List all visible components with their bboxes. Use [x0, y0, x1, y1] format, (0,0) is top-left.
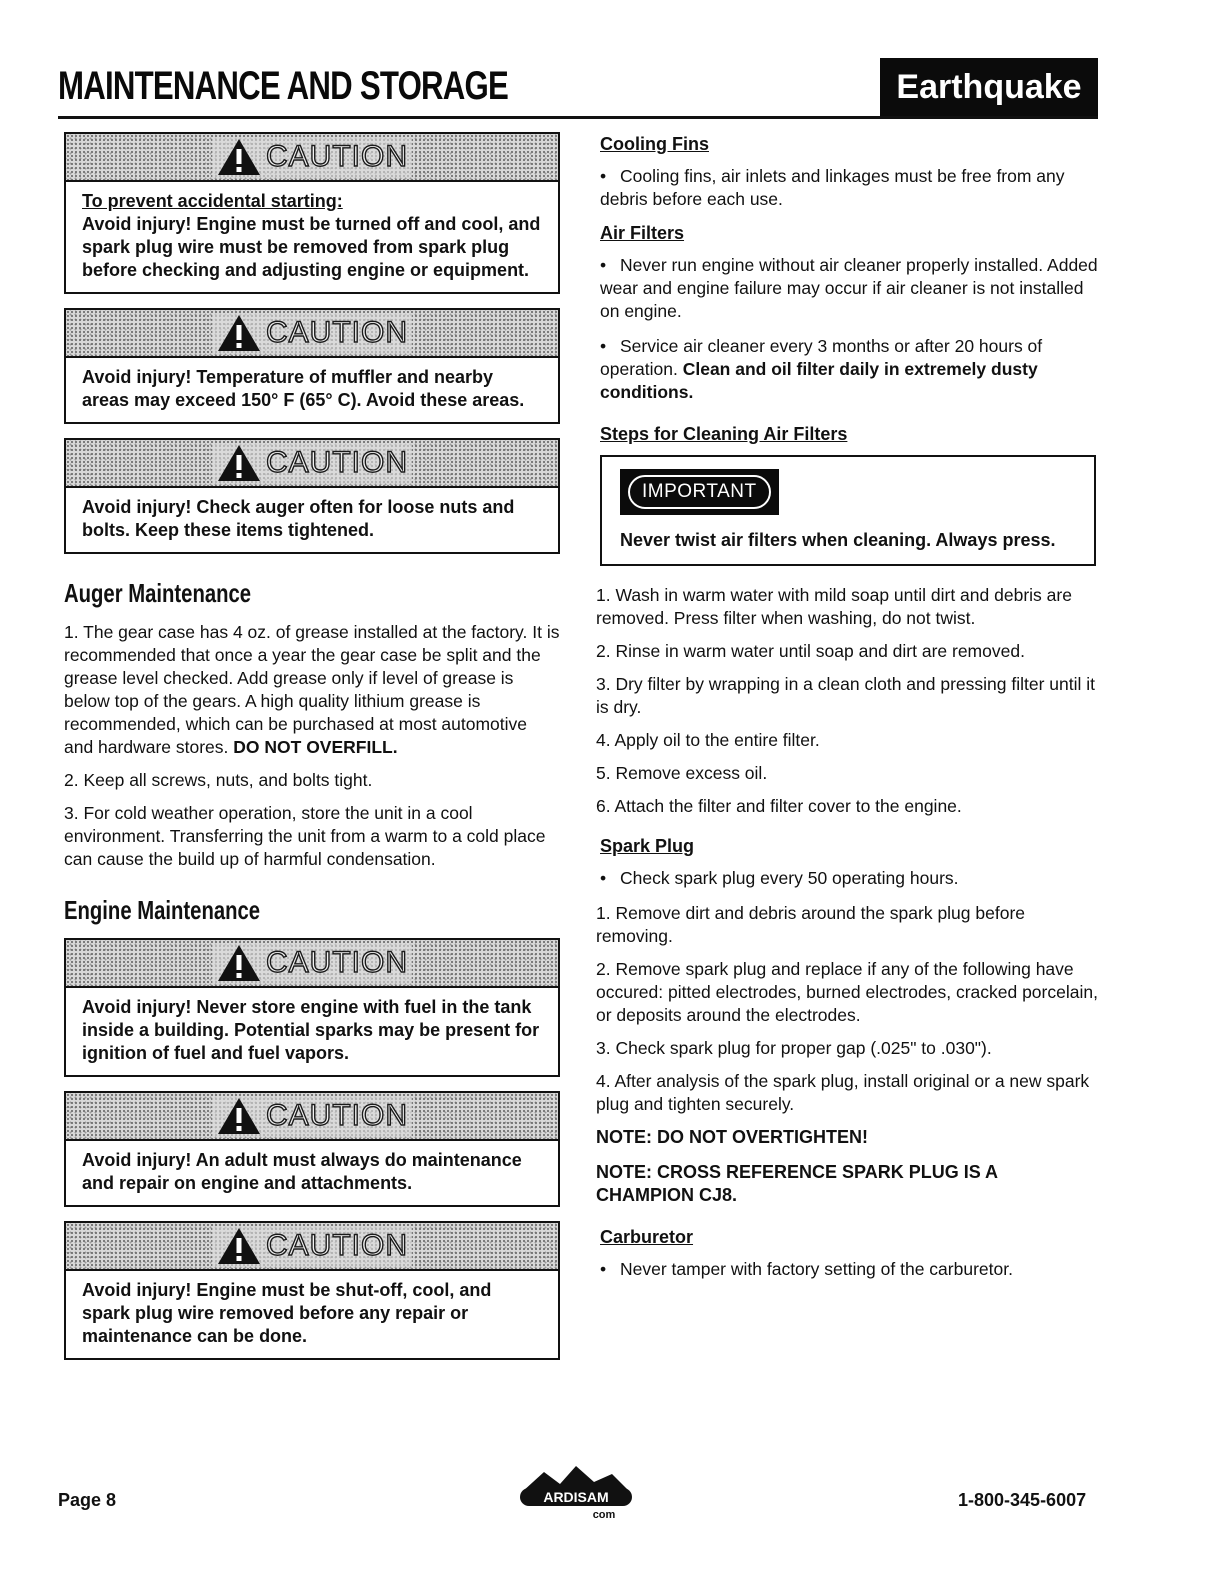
cooling-fins-heading: Cooling Fins [600, 134, 709, 154]
bullet-icon: • [600, 868, 607, 888]
caution-box [64, 1091, 560, 1207]
svg-text:ARDISAM: ARDISAM [543, 1489, 609, 1505]
air-filters-heading: Air Filters [600, 223, 685, 243]
bullet-icon: • [600, 166, 607, 186]
step-item: 1. Wash in warm water with mild soap until dirt and debris are removed. Press filter when washing, do not twist. [596, 585, 1072, 628]
important-badge: IMPORTANT [620, 469, 779, 515]
phone-number: 1-800-345-6007 [958, 1490, 1087, 1510]
warning-triangle-icon [216, 1226, 262, 1266]
bullet-item: • Never tamper with factory setting of the carburetor. [600, 1259, 1013, 1279]
caution-box [64, 938, 560, 1077]
spark-plug-item: 2. Remove spark plug and replace if any of the following have occured: pitted electrodes, burned electrodes, cracked porcelain, or deposits around the electrodes. [596, 959, 1098, 1025]
bullet-item: • Cooling fins, air inlets and linkages must be free from any debris before each use. [600, 166, 1065, 209]
caution-subhead: To prevent accidental starting: [82, 191, 343, 211]
caution-label: CAUTION [266, 946, 408, 979]
ardisam-logo [516, 1462, 636, 1522]
bullet-icon: • [600, 255, 607, 275]
note-cross-reference: NOTE: CROSS REFERENCE SPARK PLUG IS A CHAMPION CJ8. [596, 1162, 998, 1205]
warning-triangle-icon [216, 137, 262, 177]
engine-maintenance-heading: Engine Maintenance [64, 895, 261, 925]
caution-header [66, 1093, 558, 1141]
earthquake-logo [880, 58, 1098, 116]
caution-header [66, 1223, 558, 1271]
caution-header [66, 940, 558, 988]
page-number: Page 8 [58, 1490, 117, 1510]
warning-triangle-icon [216, 443, 262, 483]
caution-header [66, 310, 558, 358]
auger-item: 1. The gear case has 4 oz. of grease installed at the factory. It is recommended that once a year the gear case be split and the grease level checked. Add grease only if level of grease is below top of the gears. A high quality lithium grease is recommended, which can be purchased at most automotive and hardware stores. DO NOT OVERFILL. [64, 622, 560, 757]
caution-message: Avoid injury! Temperature of muffler and nearby areas may exceed 150° F (65° C). Avoid these areas. [82, 367, 525, 410]
warning-triangle-icon [216, 313, 262, 353]
caution-message: Avoid injury! An adult must always do maintenance and repair on engine and attachments. [82, 1150, 522, 1193]
step-item: 3. Dry filter by wrapping in a clean cloth and pressing filter until it is dry. [596, 674, 1095, 717]
caution-message: Avoid injury! Never store engine with fuel in the tank inside a building. Potential sparks may be present for ignition of fuel and fuel vapors. [82, 997, 540, 1063]
caution-box [64, 308, 560, 424]
warning-triangle-icon [216, 1096, 262, 1136]
left-column [64, 132, 560, 1374]
step-item: 2. Rinse in warm water until soap and dirt are removed. [596, 641, 1025, 661]
page-title: MAINTENANCE AND STORAGE [58, 64, 509, 108]
bullet-item: • Check spark plug every 50 operating hours. [600, 868, 959, 888]
step-item: 4. Apply oil to the entire filter. [596, 730, 820, 750]
caution-box [64, 438, 560, 554]
auger-item: 2. Keep all screws, nuts, and bolts tight. [64, 770, 373, 790]
right-column [596, 132, 1100, 1293]
caution-label: CAUTION [266, 1229, 408, 1262]
bullet-item: • Never run engine without air cleaner properly installed. Added wear and engine failure may occur if air cleaner is not installed on engine. [600, 255, 1098, 321]
caution-message: Avoid injury! Engine must be shut-off, cool, and spark plug wire removed before any repair or maintenance can be done. [82, 1280, 492, 1346]
steps-cleaning-heading: Steps for Cleaning Air Filters [600, 424, 848, 444]
carburetor-heading: Carburetor [600, 1227, 694, 1247]
caution-label: CAUTION [266, 446, 408, 479]
note-overtighten: NOTE: DO NOT OVERTIGHTEN! [596, 1127, 868, 1147]
brand-name: Earthquake [896, 67, 1082, 106]
auger-item: 3. For cold weather operation, store the unit in a cool environment. Transferring the unit from a warm to a cold place can cause the build up of harmful condensation. [64, 803, 546, 869]
step-item: 5. Remove excess oil. [596, 763, 768, 783]
caution-message: Avoid injury! Check auger often for loose nuts and bolts. Keep these items tightened. [82, 497, 515, 540]
caution-label: CAUTION [266, 140, 408, 173]
step-item: 6. Attach the filter and filter cover to the engine. [596, 796, 962, 816]
svg-text:com: com [592, 1509, 616, 1521]
title-rule [58, 116, 1098, 119]
spark-plug-item: 3. Check spark plug for proper gap (.025" to .030"). [596, 1038, 992, 1058]
important-text: Never twist air filters when cleaning. Always press. [620, 530, 1056, 550]
caution-box [64, 1221, 560, 1360]
caution-header [66, 134, 558, 182]
caution-label: CAUTION [266, 1099, 408, 1132]
spark-plug-heading: Spark Plug [600, 836, 695, 856]
bullet-item: • Service air cleaner every 3 months or after 20 hours of operation. Clean and oil filter daily in extremely dusty conditions. [600, 336, 1043, 402]
important-box [600, 455, 1096, 566]
caution-label: CAUTION [266, 316, 408, 349]
caution-text [66, 182, 558, 292]
bullet-icon: • [600, 336, 607, 356]
bullet-icon: • [600, 1259, 607, 1279]
caution-header [66, 440, 558, 488]
spark-plug-item: 1. Remove dirt and debris around the spark plug before removing. [596, 903, 1026, 946]
warning-triangle-icon [216, 943, 262, 983]
caution-box [64, 132, 560, 294]
caution-message: Avoid injury! Engine must be turned off and cool, and spark plug wire must be removed from spark plug before checking and adjusting engine or equipment. [82, 214, 541, 280]
auger-maintenance-heading: Auger Maintenance [64, 578, 252, 608]
spark-plug-item: 4. After analysis of the spark plug, install original or a new spark plug and tighten securely. [596, 1071, 1090, 1114]
